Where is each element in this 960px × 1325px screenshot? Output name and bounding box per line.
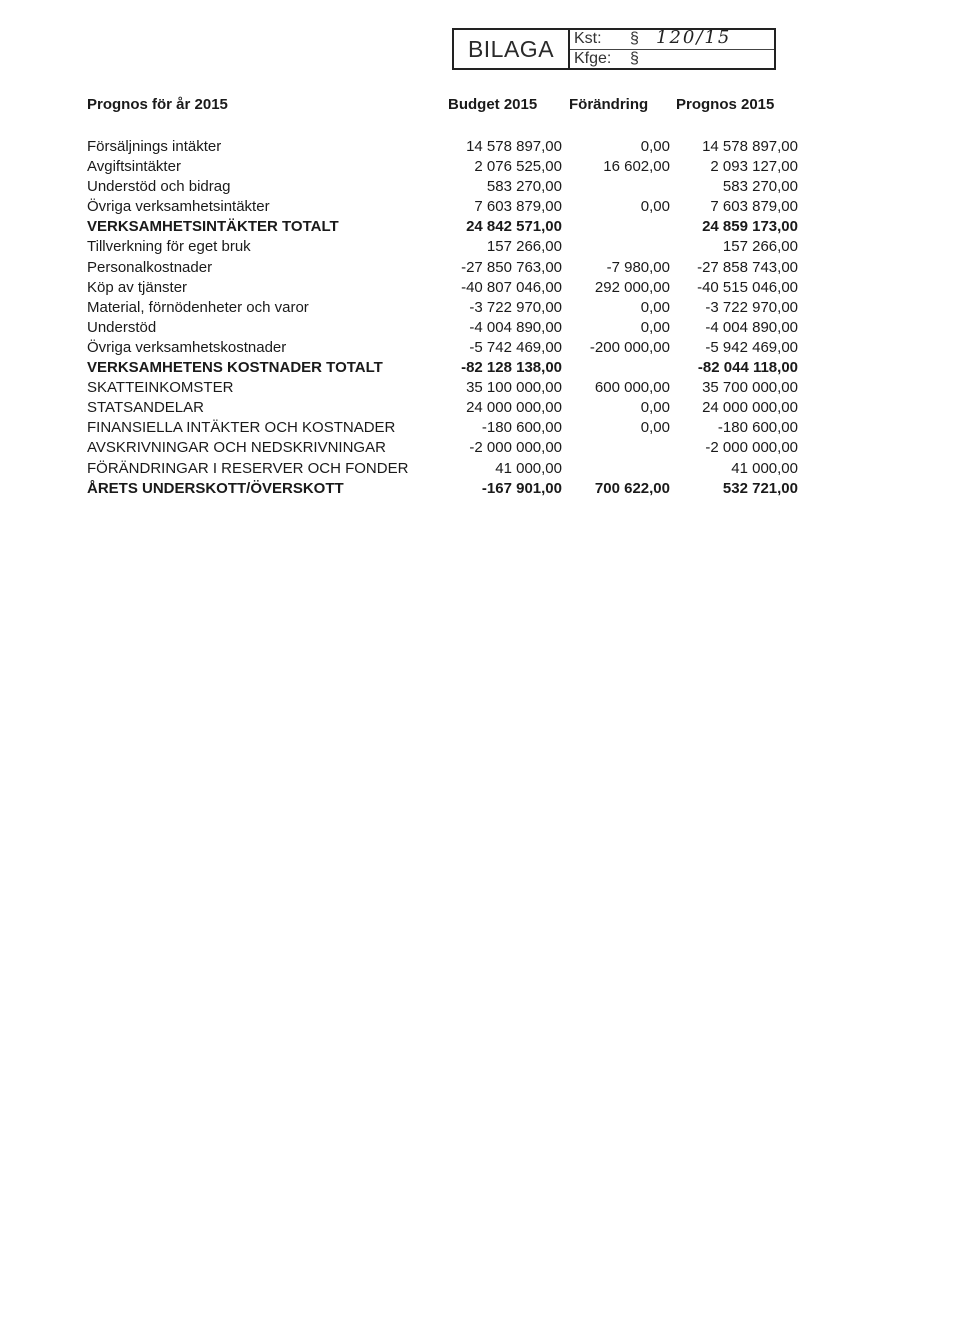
table-row	[0, 237, 960, 257]
forecast-cell: 24 859 173,00	[702, 218, 798, 236]
change-cell: 600 000,00	[594, 379, 670, 397]
change-cell: -200 000,00	[589, 338, 670, 356]
forecast-cell: -5 942 469,00	[705, 338, 798, 356]
change-cell: 700 622,00	[594, 479, 670, 497]
stamp-kfge-section: §	[630, 49, 639, 67]
forecast-cell: -2 000 000,00	[705, 439, 798, 457]
budget-cell: -82 128 138,00	[461, 359, 562, 377]
row-label: Avgiftsintäkter	[87, 158, 181, 176]
table-row	[0, 398, 960, 418]
budget-cell: -167 901,00	[481, 479, 562, 497]
row-label: AVSKRIVNINGAR OCH NEDSKRIVNINGAR	[87, 439, 386, 457]
change-cell: 0,00	[640, 198, 670, 216]
budget-cell: 157 266,00	[486, 238, 562, 256]
stamp-fields	[570, 26, 774, 68]
column-header-change: Förändring	[569, 96, 649, 113]
forecast-cell: 7 603 879,00	[710, 198, 798, 216]
row-label: Tillverkning för eget bruk	[87, 238, 251, 256]
row-label: Material, förnödenheter och varor	[87, 298, 309, 316]
forecast-cell: -3 722 970,00	[705, 298, 798, 316]
table-row	[0, 459, 960, 479]
budget-cell: -5 742 469,00	[469, 338, 562, 356]
column-header-forecast: Prognos 2015	[676, 96, 775, 113]
table-row	[0, 278, 960, 298]
table-row	[0, 418, 960, 438]
table-row	[0, 137, 960, 157]
bilaga-stamp	[452, 28, 776, 70]
document-title: Prognos för år 2015	[87, 96, 228, 113]
table-row	[0, 197, 960, 217]
budget-cell: 2 076 525,00	[474, 158, 562, 176]
row-label: Understöd och bidrag	[87, 178, 231, 196]
table-row	[0, 438, 960, 458]
table-row	[0, 177, 960, 197]
change-cell: 0,00	[640, 419, 670, 437]
table-row	[0, 157, 960, 177]
table-row	[0, 258, 960, 278]
change-cell: 292 000,00	[594, 278, 670, 296]
row-label: SKATTEINKOMSTER	[87, 379, 234, 397]
table-row	[0, 318, 960, 338]
forecast-cell: 532 721,00	[722, 479, 798, 497]
budget-cell: 24 842 571,00	[466, 218, 562, 236]
budget-cell: -40 807 046,00	[461, 278, 562, 296]
row-label: Personalkostnader	[87, 258, 213, 276]
forecast-cell: 41 000,00	[731, 459, 798, 477]
row-label: FINANSIELLA INTÄKTER OCH KOSTNADER	[87, 419, 396, 437]
table-row	[0, 358, 960, 378]
table-row	[0, 378, 960, 398]
forecast-cell: 14 578 897,00	[702, 138, 798, 155]
budget-cell: 583 270,00	[486, 178, 562, 196]
row-label: ÅRETS UNDERSKOTT/ÖVERSKOTT	[87, 479, 344, 497]
change-cell: 16 602,00	[603, 158, 670, 176]
budget-cell: 7 603 879,00	[474, 198, 562, 216]
forecast-cell: 157 266,00	[722, 238, 798, 256]
row-label: VERKSAMHETENS KOSTNADER TOTALT	[87, 359, 383, 377]
change-cell: 0,00	[640, 318, 670, 336]
row-label: STATSANDELAR	[87, 399, 204, 417]
stamp-title: BILAGA	[454, 30, 570, 68]
budget-cell: -3 722 970,00	[469, 298, 562, 316]
change-cell: 0,00	[640, 138, 670, 155]
forecast-cell: -4 004 890,00	[705, 318, 798, 336]
budget-cell: -27 850 763,00	[461, 258, 562, 276]
table-row	[0, 298, 960, 318]
forecast-cell: -82 044 118,00	[697, 359, 798, 377]
budget-cell: -180 600,00	[481, 419, 562, 437]
stamp-kst-value: 120/15	[656, 26, 732, 48]
table-row	[0, 479, 960, 499]
change-cell: -7 980,00	[606, 258, 670, 276]
forecast-cell: -180 600,00	[717, 419, 798, 437]
forecast-cell: -40 515 046,00	[697, 278, 798, 296]
forecast-cell: 2 093 127,00	[710, 158, 798, 176]
forecast-cell: -27 858 743,00	[697, 258, 798, 276]
row-label: VERKSAMHETSINTÄKTER TOTALT	[87, 218, 339, 236]
row-label: Övriga verksamhetsintäkter	[87, 198, 270, 216]
row-label: Övriga verksamhetskostnader	[87, 338, 287, 356]
budget-cell: 14 578 897,00	[466, 138, 562, 155]
forecast-cell: 24 000 000,00	[702, 399, 798, 417]
budget-cell: -2 000 000,00	[469, 439, 562, 457]
stamp-kst-label: Kst:	[574, 30, 602, 48]
budget-cell: 35 100 000,00	[466, 379, 562, 397]
forecast-table	[0, 137, 960, 499]
stamp-kfge-label: Kfge:	[574, 49, 612, 67]
row-label: Köp av tjänster	[87, 278, 188, 296]
row-label: FÖRÄNDRINGAR I RESERVER OCH FONDER	[87, 459, 409, 477]
row-label: Försäljnings intäkter	[87, 138, 222, 155]
stamp-kst-section: §	[630, 30, 639, 48]
stamp-kst-row	[570, 26, 774, 49]
table-row	[0, 338, 960, 358]
row-label: Understöd	[87, 318, 157, 336]
budget-cell: 24 000 000,00	[466, 399, 562, 417]
forecast-cell: 35 700 000,00	[702, 379, 798, 397]
column-header-budget: Budget 2015	[448, 96, 538, 113]
stamp-kfge-row	[570, 49, 774, 69]
table-row	[0, 217, 960, 237]
forecast-cell: 583 270,00	[722, 178, 798, 196]
budget-cell: -4 004 890,00	[469, 318, 562, 336]
change-cell: 0,00	[640, 399, 670, 417]
change-cell: 0,00	[640, 298, 670, 316]
budget-cell: 41 000,00	[495, 459, 562, 477]
